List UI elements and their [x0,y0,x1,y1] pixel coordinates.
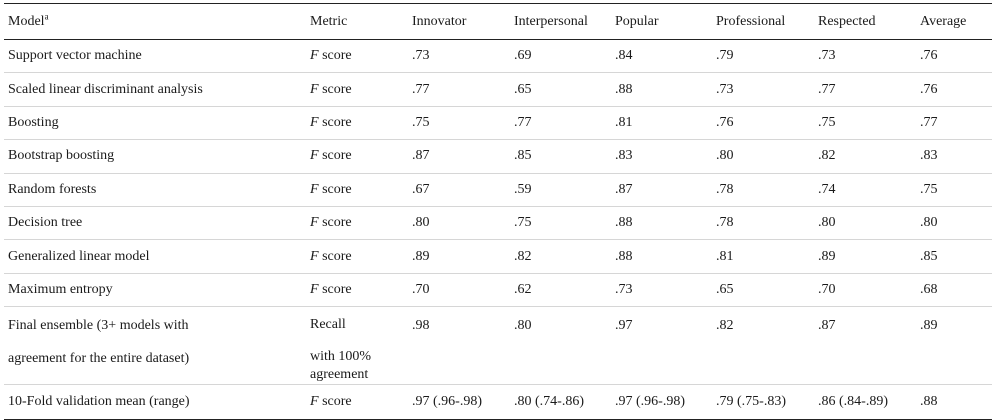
cell-interpersonal: .82 [510,240,611,273]
cell-average: .88 [916,385,992,420]
cell-average: .75 [916,173,992,206]
cell-innovator: .70 [408,273,510,306]
cell-popular: .88 [611,206,712,239]
cell-interpersonal: .85 [510,140,611,173]
cell-respected: .74 [814,173,916,206]
cell-innovator: .73 [408,40,510,73]
table-row [4,206,992,239]
cell-popular: .97 [611,307,712,385]
cell-professional: .65 [712,273,814,306]
cell-innovator: .67 [408,173,510,206]
cell-respected: .77 [814,73,916,106]
cell-innovator: .80 [408,206,510,239]
cell-average: .76 [916,40,992,73]
cell-metric: F score [306,273,408,306]
cell-model [4,307,306,385]
cell-respected: .75 [814,106,916,139]
cell-professional: .82 [712,307,814,385]
cell-interpersonal: .59 [510,173,611,206]
cell-average: .80 [916,206,992,239]
results-table [4,3,992,420]
cell-popular: .83 [611,140,712,173]
table-row [4,273,992,306]
cell-innovator: .77 [408,73,510,106]
cell-average: .83 [916,140,992,173]
cell-metric: F score [306,385,408,420]
footnote-marker: a [44,11,49,22]
header-innovator: Innovator [408,4,510,40]
cell-interpersonal: .75 [510,206,611,239]
cell-model: Decision tree [4,206,306,239]
cell-popular: .87 [611,173,712,206]
validation-row [4,385,992,420]
cell-popular: .81 [611,106,712,139]
cell-metric: F score [306,206,408,239]
cell-metric: F score [306,240,408,273]
cell-professional: .78 [712,206,814,239]
cell-model: Generalized linear model [4,240,306,273]
ensemble-metric-line: with 100% [310,349,372,365]
cell-metric [306,307,408,385]
cell-popular: .97 (.96-.98) [611,385,712,420]
header-professional: Professional [712,4,814,40]
cell-professional: .79 (.75-.83) [712,385,814,420]
cell-average: .77 [916,106,992,139]
cell-respected: .82 [814,140,916,173]
table-row [4,73,992,106]
table-row [4,173,992,206]
cell-popular: .73 [611,273,712,306]
cell-innovator: .75 [408,106,510,139]
cell-model: Bootstrap boosting [4,140,306,173]
ensemble-metric-line: Recall [310,317,346,333]
header-interpersonal: Interpersonal [510,4,611,40]
table-row [4,140,992,173]
cell-interpersonal: .62 [510,273,611,306]
cell-respected: .80 [814,206,916,239]
cell-innovator: .89 [408,240,510,273]
cell-average: .68 [916,273,992,306]
header-popular: Popular [611,4,712,40]
cell-model: Support vector machine [4,40,306,73]
cell-average: .76 [916,73,992,106]
cell-metric: F score [306,106,408,139]
cell-innovator: .97 (.96-.98) [408,385,510,420]
cell-respected: .86 (.84-.89) [814,385,916,420]
cell-professional: .76 [712,106,814,139]
cell-model: Scaled linear discriminant analysis [4,73,306,106]
table-row [4,40,992,73]
header-model: Model$^a$ [4,4,306,40]
cell-model: Random forests [4,173,306,206]
cell-popular: .88 [611,73,712,106]
header-metric: Metric [306,4,408,40]
cell-average: .85 [916,240,992,273]
cell-average: .89 [916,307,992,385]
cell-interpersonal: .77 [510,106,611,139]
cell-respected: .87 [814,307,916,385]
cell-model: Boosting [4,106,306,139]
cell-professional: .79 [712,40,814,73]
cell-respected: .70 [814,273,916,306]
ensemble-row [4,307,992,385]
cell-metric: F score [306,173,408,206]
cell-popular: .84 [611,40,712,73]
table-row [4,106,992,139]
cell-professional: .81 [712,240,814,273]
cell-innovator: .98 [408,307,510,385]
cell-model: Maximum entropy [4,273,306,306]
cell-interpersonal: .80 [510,307,611,385]
header-average: Average [916,4,992,40]
cell-professional: .80 [712,140,814,173]
table-row [4,240,992,273]
cell-model: 10-Fold validation mean (range) [4,385,306,420]
cell-respected: .73 [814,40,916,73]
ensemble-metric-line: agreement [310,367,369,383]
cell-popular: .88 [611,240,712,273]
cell-professional: .78 [712,173,814,206]
cell-metric: F score [306,40,408,73]
cell-metric: F score [306,140,408,173]
cell-professional: .73 [712,73,814,106]
cell-respected: .89 [814,240,916,273]
header-row [4,4,992,40]
ensemble-model-line: agreement for the entire dataset) [8,351,190,367]
cell-interpersonal: .65 [510,73,611,106]
header-respected: Respected [814,4,916,40]
cell-interpersonal: .80 (.74-.86) [510,385,611,420]
cell-metric: F score [306,73,408,106]
cell-interpersonal: .69 [510,40,611,73]
cell-innovator: .87 [408,140,510,173]
ensemble-model-line: Final ensemble (3+ models with [8,318,189,334]
